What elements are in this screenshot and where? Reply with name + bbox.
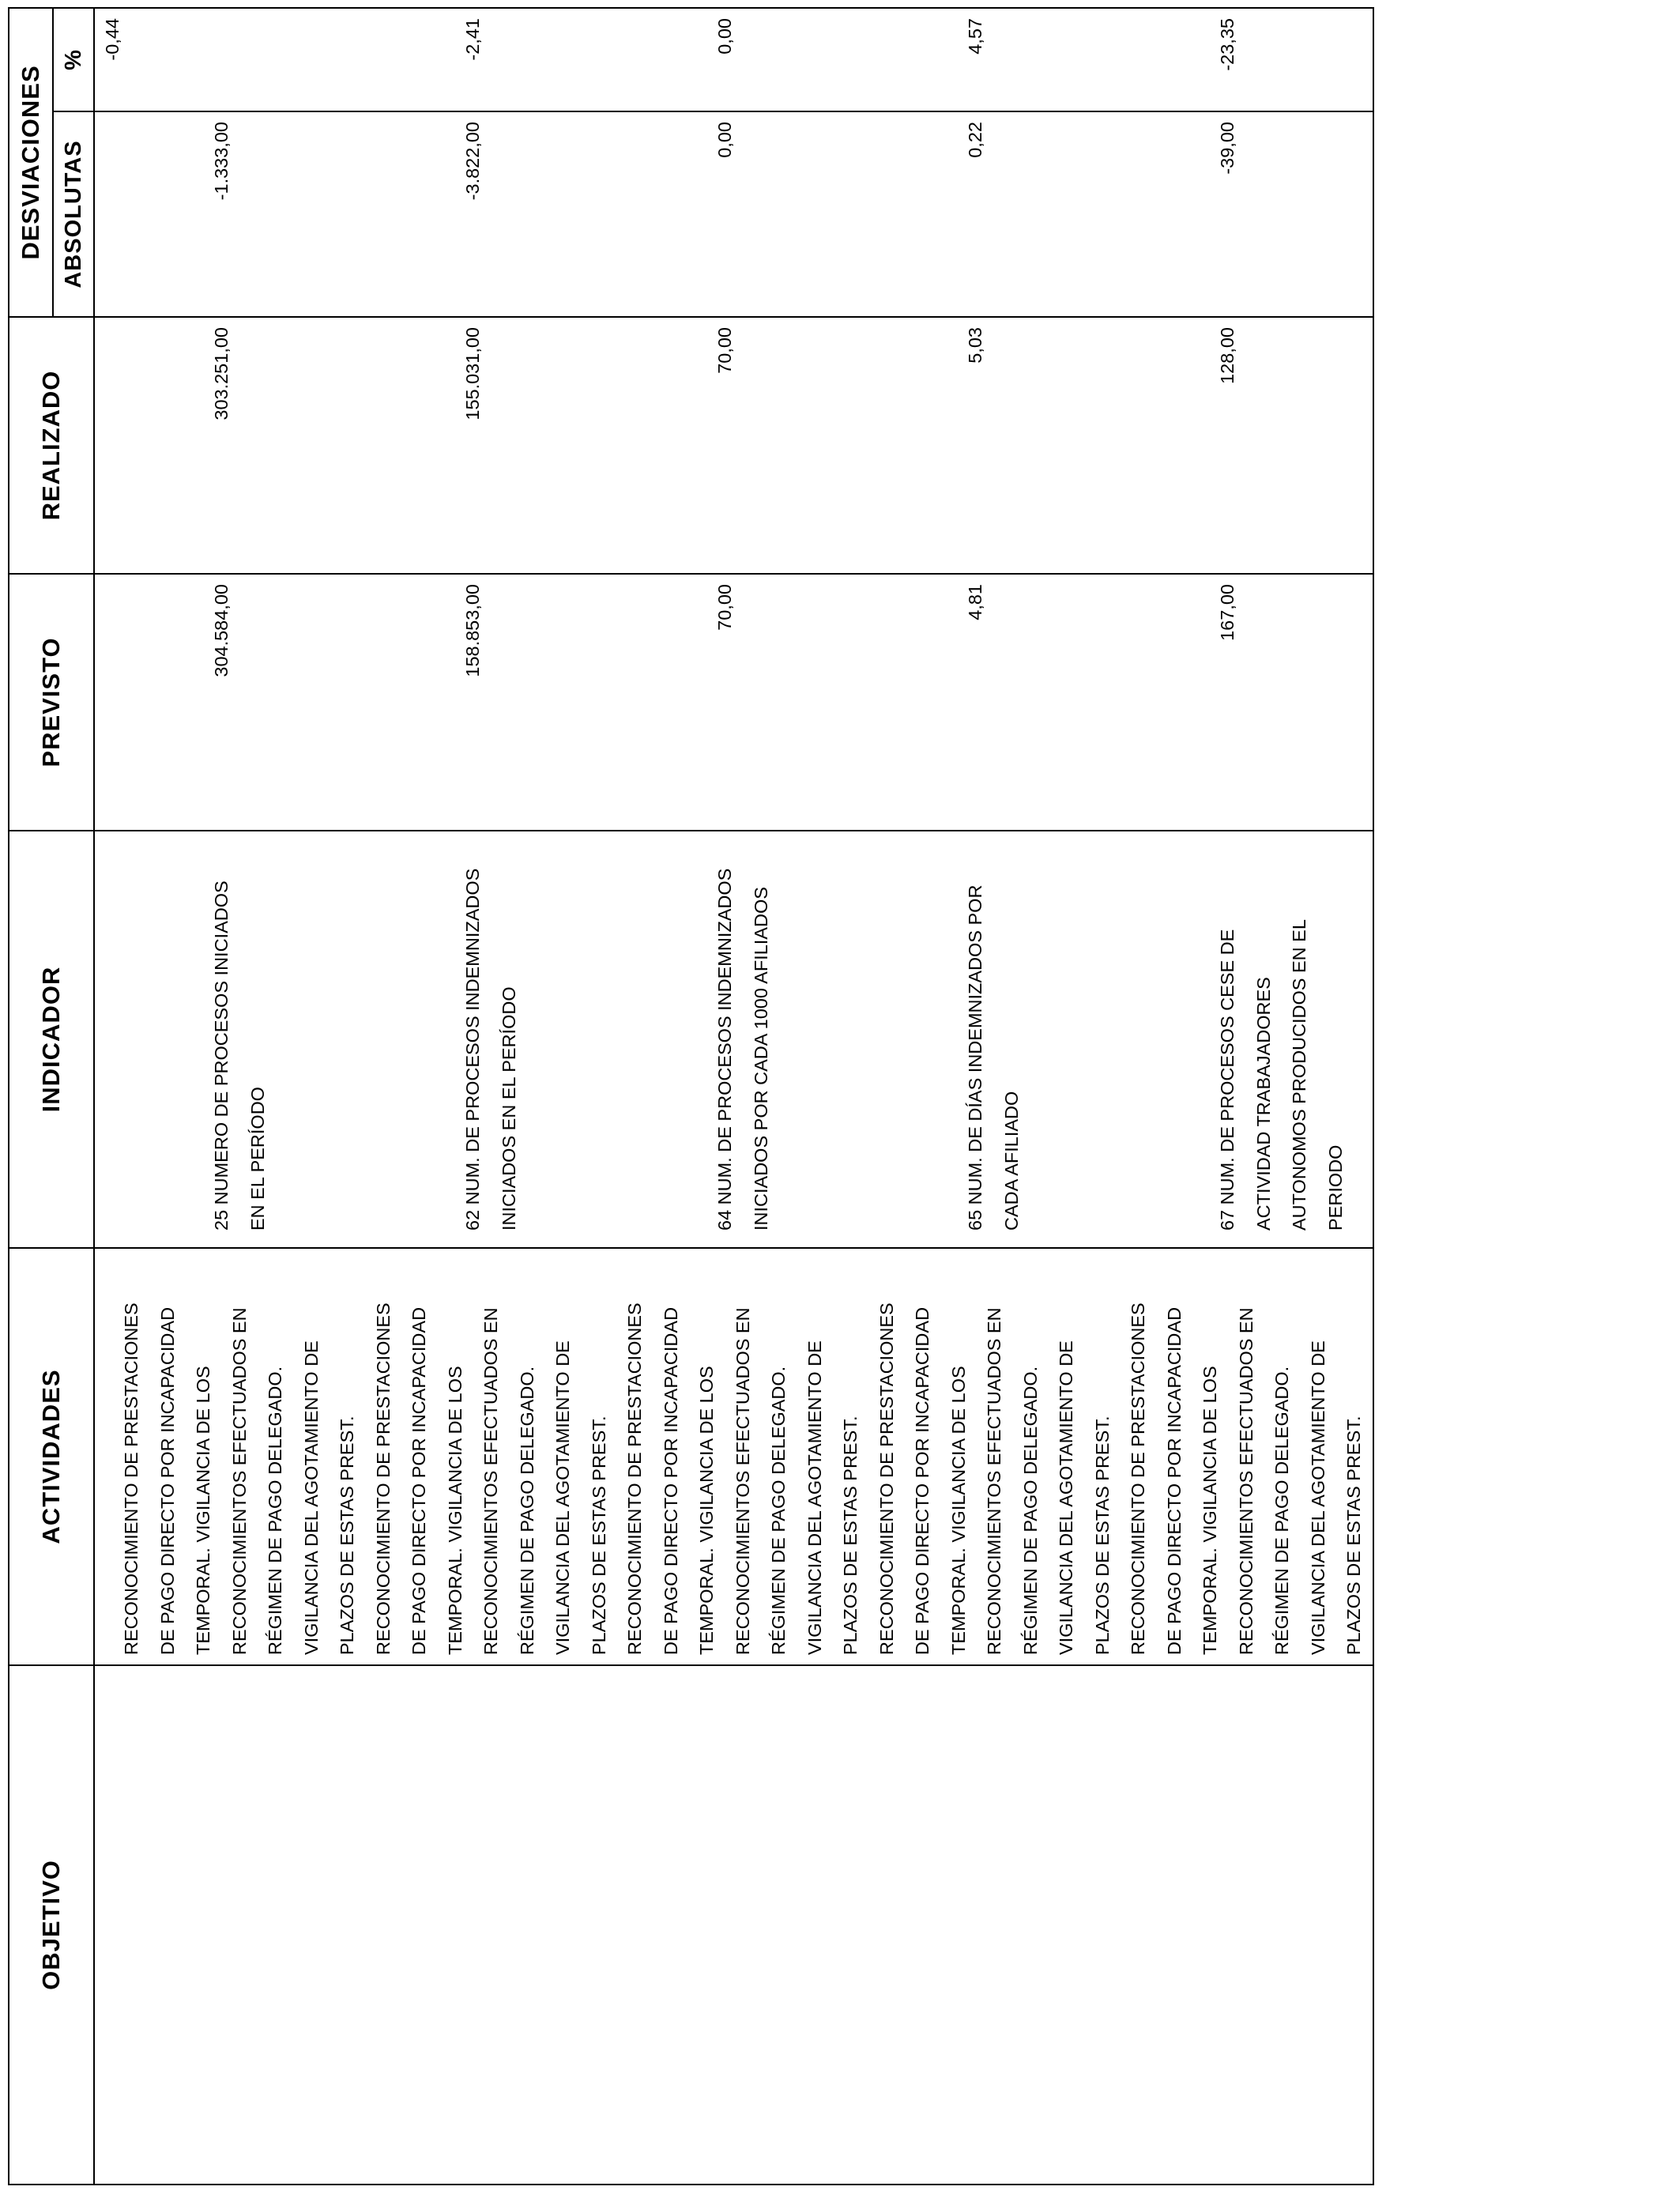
header-desviaciones: DESVIACIONES	[9, 8, 53, 317]
header-previsto: PREVISTO	[9, 574, 94, 831]
actividad-text: RECONOCIMIENTO DE PRESTACIONES DE PAGO DIRECTO POR INCAPACIDAD TEMPORAL. VIGILANCIA DE LOS RECONOCIMIENTOS EFECTUADOS EN RÉGIMEN DE PAGO DELEGADO. VIGILANCIA DEL AGOTAMIENTO DE PLAZOS DE ESTAS PREST.	[876, 1302, 1113, 1655]
porcentaje-value: 4,57	[965, 18, 985, 55]
previsto-value: 167,00	[1217, 584, 1237, 641]
header-absolutas: ABSOLUTAS	[53, 111, 94, 317]
indicador-text: 65 NUM. DE DÍAS INDEMNIZADOS POR CADA AFILIADO	[965, 884, 1022, 1231]
previsto-value: 304.584,00	[211, 584, 232, 677]
previsto-value: 70,00	[714, 584, 735, 631]
header-porcentaje: %	[53, 8, 94, 111]
absolutas-value: -3.822,00	[462, 122, 483, 201]
indicador-text: 67 NUM. DE PROCESOS CESE DE ACTIVIDAD TRABAJADORES AUTONOMOS PRODUCIDOS EN EL PERIODO	[1217, 919, 1346, 1231]
porcentaje-value: -2,41	[462, 18, 483, 61]
absolutas-value: -1.333,00	[211, 122, 232, 201]
absolutas-value: 0,00	[714, 122, 735, 158]
porcentaje-value: 0,00	[714, 18, 735, 55]
realizado-cell	[94, 317, 1373, 574]
header-objetivo: OBJETIVO	[9, 1665, 94, 2185]
absolutas-value: -39,00	[1217, 122, 1237, 175]
realizado-value: 155.031,00	[462, 327, 483, 420]
indicador-cell	[94, 831, 1373, 1248]
indicador-text: 64 NUM. DE PROCESOS INDEMNIZADOS INICIADOS POR CADA 1000 AFILIADOS	[714, 868, 771, 1231]
actividades-cell	[94, 1248, 1373, 1665]
realizado-value: 128,00	[1217, 327, 1237, 384]
report-table	[8, 7, 1374, 2185]
realizado-value: 303.251,00	[211, 327, 232, 420]
previsto-cell	[94, 574, 1373, 831]
indicador-text: 62 NUM. DE PROCESOS INDEMNIZADOS INICIADOS EN EL PERÍODO	[462, 868, 519, 1231]
absolutas-cell	[94, 111, 1373, 317]
indicador-text: 25 NUMERO DE PROCESOS INICIADOS EN EL PERÍODO	[211, 880, 268, 1231]
header-realizado: REALIZADO	[9, 317, 94, 574]
realizado-value: 70,00	[714, 327, 735, 374]
objetivo-cell	[94, 1665, 1373, 2185]
porcentaje-value: -0,44	[102, 18, 122, 61]
actividad-text: RECONOCIMIENTO DE PRESTACIONES DE PAGO DIRECTO POR INCAPACIDAD TEMPORAL. VIGILANCIA DE LOS RECONOCIMIENTOS EFECTUADOS EN RÉGIMEN DE PAGO DELEGADO. VIGILANCIA DEL AGOTAMIENTO DE PLAZOS DE ESTAS PREST.	[1128, 1302, 1364, 1655]
previsto-value: 4,81	[965, 584, 985, 620]
actividad-text: RECONOCIMIENTO DE PRESTACIONES DE PAGO DIRECTO POR INCAPACIDAD TEMPORAL. VIGILANCIA DE LOS RECONOCIMIENTOS EFECTUADOS EN RÉGIMEN DE PAGO DELEGADO. VIGILANCIA DEL AGOTAMIENTO DE PLAZOS DE ESTAS PREST.	[624, 1302, 861, 1655]
absolutas-value: 0,22	[965, 122, 985, 158]
porcentaje-cell	[94, 8, 1373, 111]
header-actividades: ACTIVIDADES	[9, 1248, 94, 1665]
actividad-text: RECONOCIMIENTO DE PRESTACIONES DE PAGO DIRECTO POR INCAPACIDAD TEMPORAL. VIGILANCIA DE LOS RECONOCIMIENTOS EFECTUADOS EN RÉGIMEN DE PAGO DELEGADO. VIGILANCIA DEL AGOTAMIENTO DE PLAZOS DE ESTAS PREST.	[372, 1302, 609, 1655]
porcentaje-value: -23,35	[1217, 18, 1237, 71]
actividad-text: RECONOCIMIENTO DE PRESTACIONES DE PAGO DIRECTO POR INCAPACIDAD TEMPORAL. VIGILANCIA DE LOS RECONOCIMIENTOS EFECTUADOS EN RÉGIMEN DE PAGO DELEGADO. VIGILANCIA DEL AGOTAMIENTO DE PLAZOS DE ESTAS PREST.	[121, 1302, 357, 1655]
header-indicador: INDICADOR	[9, 831, 94, 1248]
previsto-value: 158.853,00	[462, 584, 483, 677]
realizado-value: 5,03	[965, 327, 985, 364]
